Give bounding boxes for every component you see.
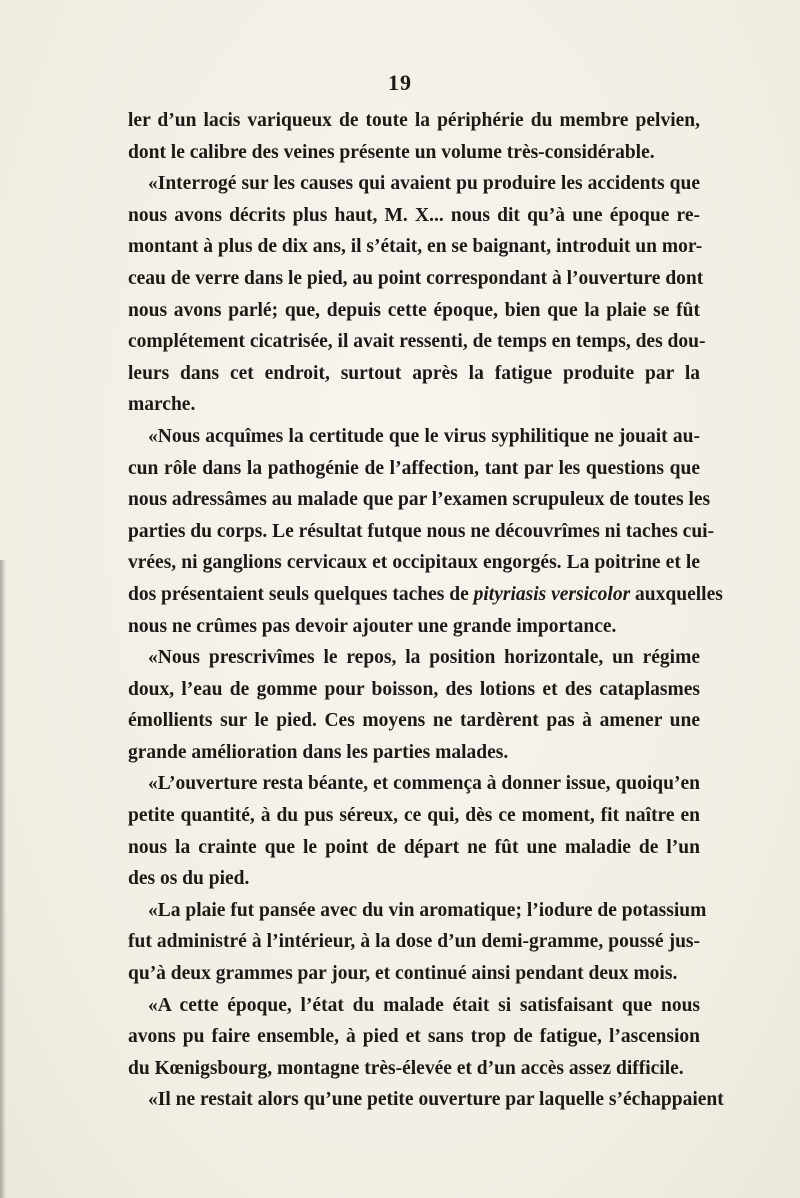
page-number: 19 [388,70,412,95]
text-segment: auxquelles [630,583,723,605]
text-line: parties du corps. Le résultat futque nous ne découvrîmes ni taches cui- [128,520,715,542]
text-line: doux, l’eau de gomme pour boisson, des lotions et des cataplasmes [128,678,700,700]
text-line: ceau de verre dans le pied, au point correspondant à l’ouverture dont [128,267,704,289]
text-line: grande amélioration dans les parties malades. [128,741,509,763]
text-line: nous avons décrits plus haut, M. X... nous dit qu’à une époque re- [128,204,700,226]
text-line: cun rôle dans la pathogénie de l’affection, tant par les questions que [128,457,700,479]
text-line: montant à plus de dix ans, il s’était, en se baignant, introduit un mor- [128,236,703,258]
text-line: nous ne crûmes pas devoir ajouter une grande importance. [128,615,617,637]
binding-edge-shadow [0,560,6,1198]
text-line: nous la crainte que le point de départ ne fût une maladie de l’un [128,836,700,858]
text-line: nous avons parlé; que, depuis cette époque, bien que la plaie se fût [128,299,700,321]
body-text [128,105,724,1116]
text-line: des os du pied. [128,868,250,890]
text-line: nous adressâmes au malade que par l’examen scrupuleux de toutes les [128,489,711,511]
text-line: émollients sur le pied. Ces moyens ne tardèrent pas à amener une [128,710,700,732]
text-line: «Nous acquîmes la certitude que le virus syphilitique ne jouait au- [148,425,700,447]
text-line [128,579,723,611]
text-line: marche. [128,394,196,416]
text-line: leurs dans cet endroit, surtout après la fatigue produite par la [128,362,700,384]
text-line: «Nous prescrivîmes le repos, la position horizontale, un régime [148,647,700,669]
text-line: «L’ouverture resta béante, et commença à donner issue, quoiqu’en [148,773,700,795]
text-segment: dos présentaient seuls quelques taches de [128,583,474,605]
text-line: «Il ne restait alors qu’une petite ouverture par laquelle s’échappaient [148,1089,724,1111]
text-line: «Interrogé sur les causes qui avaient pu produire les accidents que [148,173,700,195]
text-line: «La plaie fut pansée avec du vin aromatique; l’iodure de potassium [148,899,707,921]
text-line: du Kœnigsbourg, montagne très-élevée et d’un accès assez difficile. [128,1057,684,1079]
text-line: petite quantité, à du pus séreux, ce qui, dès ce moment, fit naître en [128,805,700,827]
text-line: «A cette époque, l’état du malade était si satisfaisant que nous [148,994,700,1016]
text-line: complétement cicatrisée, il avait ressenti, de temps en temps, des dou- [128,331,706,353]
text-line: vrées, ni ganglions cervicaux et occipitaux engorgés. La poitrine et le [128,552,700,574]
text-line: dont le calibre des veines présente un volume très-considérable. [128,141,655,163]
italic-term: pityriasis versicolor [473,583,631,605]
text-line: ler d’un lacis variqueux de toute la périphérie du membre pelvien, [128,110,700,131]
text-line: qu’à deux grammes par jour, et continué ainsi pendant deux mois. [128,963,678,985]
text-line: avons pu faire ensemble, à pied et sans trop de fatigue, l’ascension [128,1026,700,1048]
text-line: fut administré à l’intérieur, à la dose d’un demi-gramme, poussé jus- [128,931,700,953]
